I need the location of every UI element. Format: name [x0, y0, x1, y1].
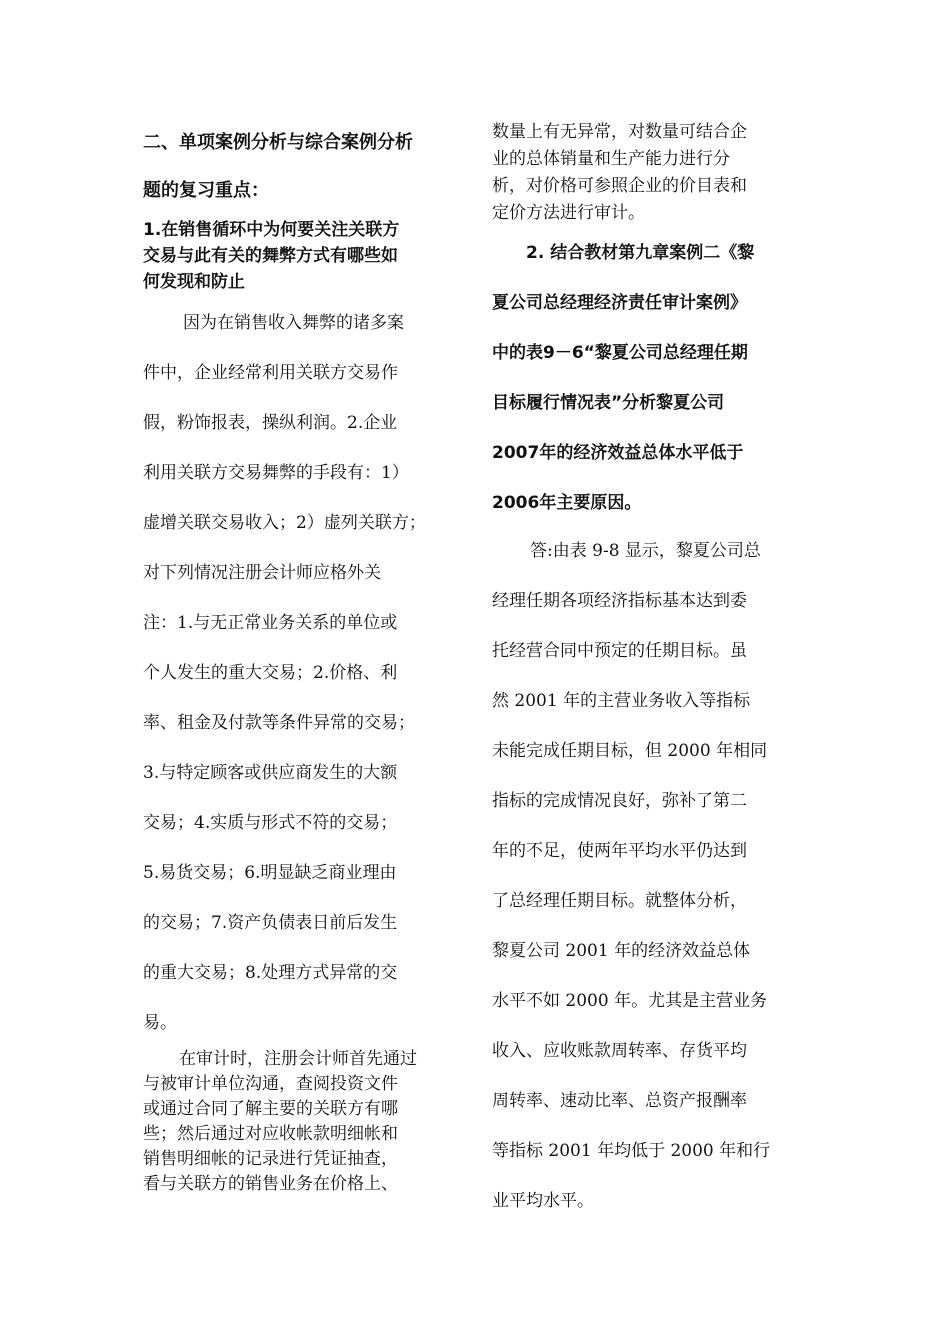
answer-line: 年的不足，使两年平均水平仍达到 [492, 841, 747, 861]
answer-line: 了总经理任期目标。就整体分析， [492, 891, 747, 911]
heading-line: 题的复习重点： [143, 180, 269, 201]
answer-line: 经理任期各项经济指标基本达到委 [492, 591, 747, 611]
answer-line: 业平均水平。 [492, 1191, 594, 1211]
question-line: 目标履行情况表”分析黎夏公司 [492, 393, 725, 413]
answer-line: 黎夏公司 2001 年的经济效益总体 [492, 941, 751, 961]
answer-line: 3.与特定顾客或供应商发生的大额 [143, 763, 398, 783]
answer-line: 析，对价格可参照企业的价目表和 [492, 176, 747, 196]
answer-line: 答:由表 9-8 显示，黎夏公司总 [530, 541, 761, 561]
question-line: 夏公司总经理经济责任审计案例》 [492, 293, 747, 313]
answer-line: 销售明细帐的记录进行凭证抽查， [143, 1149, 398, 1169]
answer-line: 或通过合同了解主要的关联方有哪 [143, 1099, 398, 1119]
answer-line: 个人发生的重大交易；2.价格、利 [143, 663, 398, 683]
answer-line: 的重大交易；8.处理方式异常的交 [143, 963, 398, 983]
answer-line: 交易；4.实质与形式不符的交易； [143, 813, 398, 833]
answer-line: 与被审计单位沟通，查阅投资文件 [143, 1074, 398, 1094]
answer-line: 数量上有无异常，对数量可结合企 [492, 122, 747, 142]
answer-line: 5.易货交易；6.明显缺乏商业理由 [143, 863, 397, 883]
answer-line: 收入、应收账款周转率、存货平均 [492, 1041, 747, 1061]
answer-line: 业的总体销量和生产能力进行分 [492, 149, 730, 169]
question-line: 2007年的经济效益总体水平低于 [492, 443, 744, 463]
question-line: 1.在销售循环中为何要关注关联方 [143, 220, 400, 240]
answer-line: 对下列情况注册会计师应格外关 [143, 563, 381, 583]
question-line: 何发现和防止 [143, 272, 245, 292]
answer-line: 水平不如 2000 年。尤其是主营业务 [492, 991, 768, 1011]
answer-line: 然 2001 年的主营业务收入等指标 [492, 691, 751, 711]
question-line: 中的表9－6“黎夏公司总经理任期 [492, 343, 748, 363]
answer-line: 等指标 2001 年均低于 2000 年和行 [492, 1141, 771, 1161]
answer-line: 虚增关联交易收入；2）虚列关联方； [143, 513, 426, 533]
answer-line: 未能完成任期目标，但 2000 年相同 [492, 741, 768, 761]
answer-line: 利用关联方交易舞弊的手段有：1） [143, 463, 409, 483]
question-line: 交易与此有关的舞弊方式有哪些如 [143, 246, 398, 266]
answer-line: 因为在销售收入舞弊的诸多案 [183, 313, 404, 333]
answer-line: 的交易；7.资产负债表日前后发生 [143, 913, 398, 933]
answer-line: 假，粉饰报表，操纵利润。2.企业 [143, 413, 398, 433]
answer-line: 指标的完成情况良好，弥补了第二 [492, 791, 747, 811]
answer-line: 看与关联方的销售业务在价格上、 [143, 1174, 398, 1194]
question-line: 2. 结合教材第九章案例二《黎 [526, 243, 755, 263]
answer-line: 定价方法进行审计。 [492, 203, 645, 223]
answer-line: 注：1.与无正常业务关系的单位或 [143, 613, 398, 633]
answer-line: 易。 [143, 1013, 177, 1033]
question-line: 2006年主要原因。 [492, 493, 642, 513]
answer-line: 在审计时，注册会计师首先通过 [179, 1049, 417, 1069]
heading-line: 二、单项案例分析与综合案例分析 [143, 132, 413, 153]
answer-line: 周转率、速动比率、总资产报酬率 [492, 1091, 747, 1111]
answer-line: 托经营合同中预定的任期目标。虽 [492, 641, 747, 661]
answer-line: 些；然后通过对应收帐款明细帐和 [143, 1124, 398, 1144]
answer-line: 件中，企业经常利用关联方交易作 [143, 363, 398, 383]
answer-line: 率、租金及付款等条件异常的交易； [143, 713, 415, 733]
